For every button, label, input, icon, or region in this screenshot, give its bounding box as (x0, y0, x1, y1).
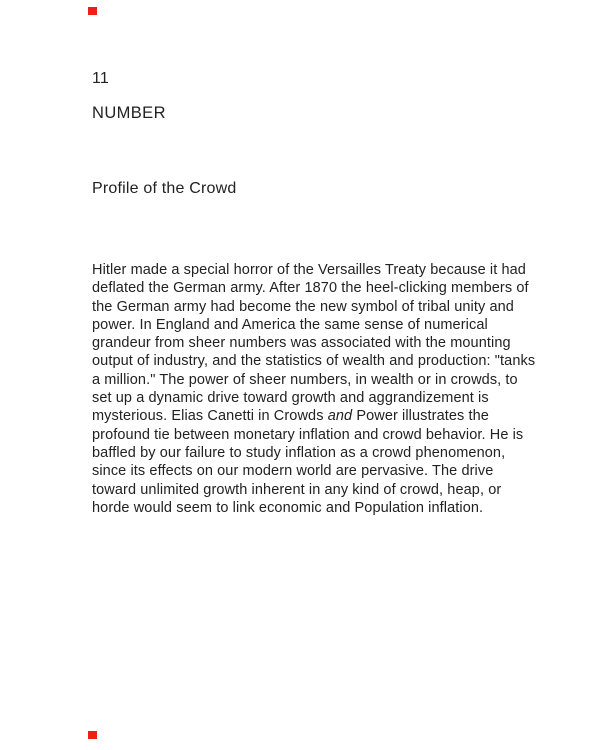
page-number: 11 (92, 70, 110, 87)
body-line: output of industry, and the statistics of wealth and production: "tanks (92, 353, 536, 370)
body-line: grandeur from sheer numbers was associated with the mounting (92, 335, 511, 352)
chapter-title: NUMBER (92, 104, 166, 122)
section-title: Profile of the Crowd (92, 180, 237, 197)
body-line-text: mysterious. Elias Canetti in Crowds (92, 408, 328, 425)
body-line: power. In England and America the same sense of numerical (92, 316, 488, 333)
body-line: Hitler made a special horror of the Versailles Treaty because it had (92, 262, 526, 278)
body-line: horde would seem to link economic and Population inflation. (92, 499, 484, 516)
body-paragraph (92, 261, 536, 517)
body-line: the German army had become the new symbol of tribal unity and (92, 298, 514, 315)
red-registration-mark-bottom (88, 731, 97, 739)
body-line: toward unlimited growth inherent in any kind of crowd, heap, or (92, 481, 502, 498)
body-line: profound tie between monetary inflation and crowd behavior. He is (92, 426, 524, 443)
body-line-text: Power illustrates the (352, 408, 489, 425)
red-registration-mark-top (88, 7, 97, 15)
body-line: since its effects on our modern world are pervasive. The drive (92, 463, 494, 480)
body-line: a million." The power of sheer numbers, in wealth or in crowds, to (92, 371, 518, 388)
italic-word: and (327, 408, 353, 425)
body-line (92, 407, 532, 425)
body-line: set up a dynamic drive toward growth and aggrandizement is (92, 390, 489, 407)
body-line: deflated the German army. After 1870 the heel-clicking members of (92, 280, 529, 297)
body-line: baffled by our failure to study inflation as a crowd phenomenon, (92, 444, 506, 461)
